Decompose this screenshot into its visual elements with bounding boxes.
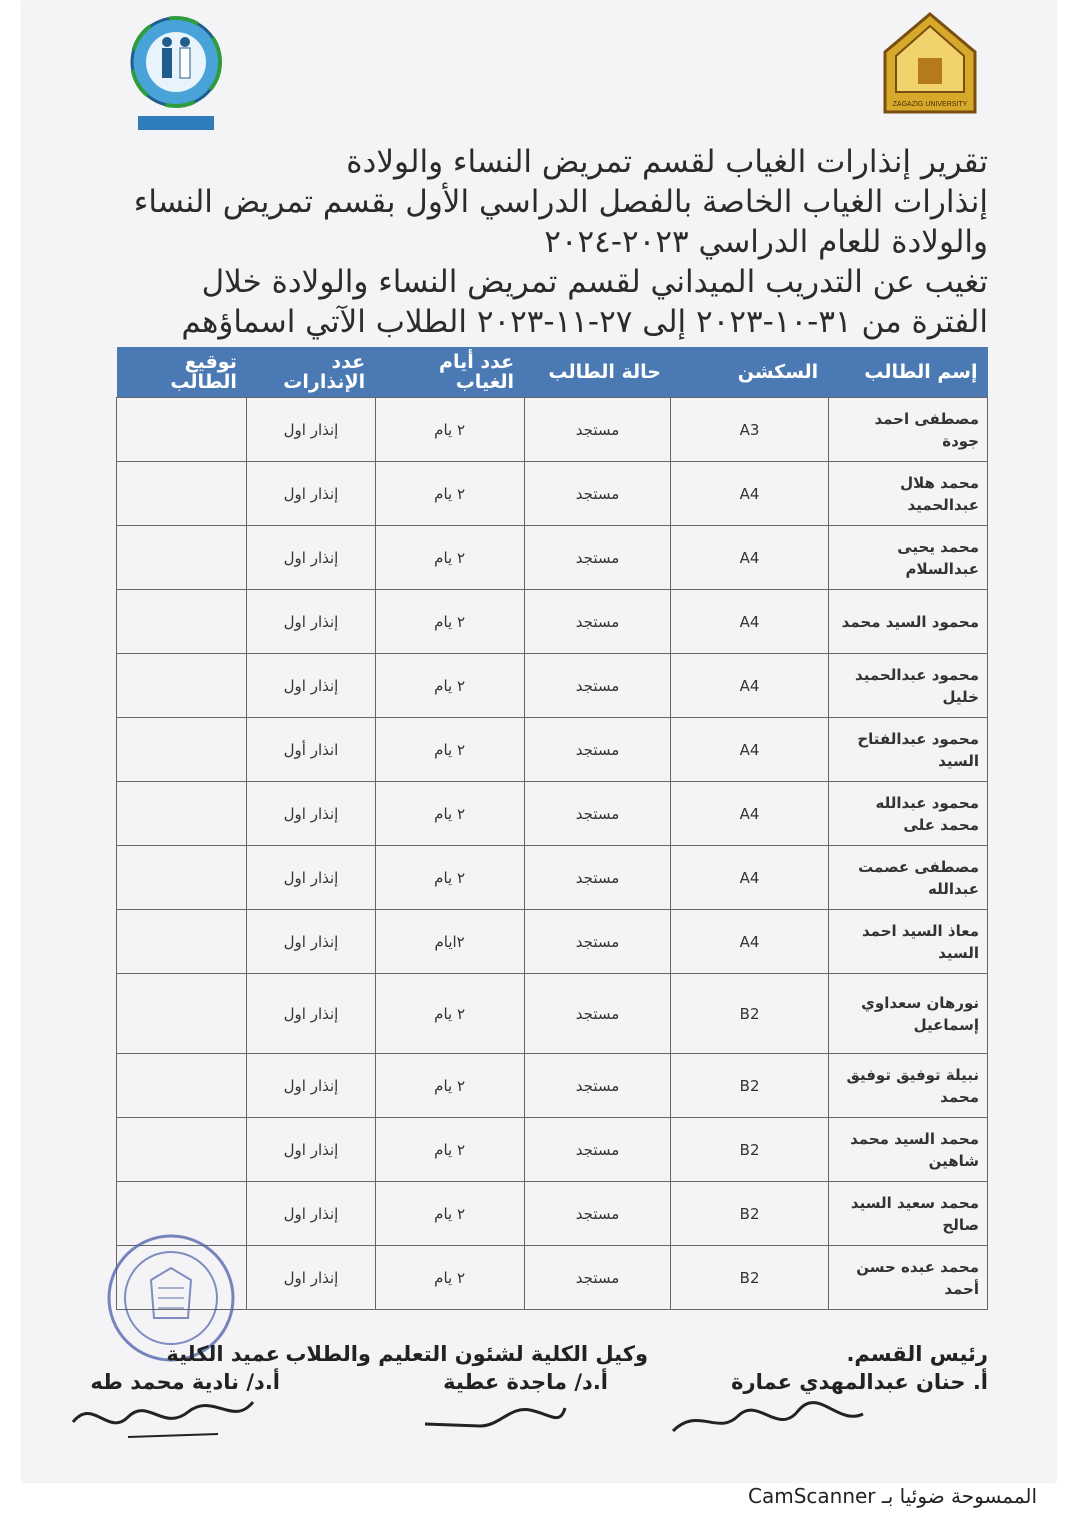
absence-days-cell: ٢ يام: [375, 1118, 524, 1182]
table-row: [117, 974, 988, 1054]
section-cell: A4: [671, 654, 828, 718]
camscanner-watermark: الممسوحة ضوئيا بـ CamScanner: [748, 1484, 1038, 1508]
student-name-cell: محمد هلال عبدالحميد: [828, 462, 987, 526]
section-cell: B2: [671, 1054, 828, 1118]
student-name-cell: محمد سعيد السيد صالح: [828, 1182, 987, 1246]
signature-cell: [117, 782, 247, 846]
status-cell: مستجد: [524, 590, 671, 654]
header-student-signature: توقيع الطالب: [117, 347, 247, 398]
signature-cell: [117, 718, 247, 782]
absence-days-cell: ٢ يام: [375, 1182, 524, 1246]
signature-cell: [117, 526, 247, 590]
section-cell: A4: [671, 846, 828, 910]
absence-days-cell: ٢ يام: [375, 1246, 524, 1310]
heading-line-4: تغيب عن التدريب الميداني لقسم تمريض النساء والولادة خلال: [201, 264, 988, 300]
absence-days-cell: ٢ يام: [375, 718, 524, 782]
status-cell: مستجد: [524, 654, 671, 718]
warning-cell: إنذار اول: [247, 590, 375, 654]
section-cell: A4: [671, 462, 828, 526]
absence-days-cell: ٢ يام: [375, 974, 524, 1054]
dean-block: [90, 1340, 280, 1396]
status-cell: مستجد: [524, 398, 671, 462]
absence-days-cell: ٢ يام: [375, 846, 524, 910]
signature-cell: [117, 654, 247, 718]
warning-cell: إنذار اول: [247, 974, 375, 1054]
table-row: [117, 1246, 988, 1310]
absence-days-cell: ٢ يام: [375, 398, 524, 462]
section-cell: A4: [671, 718, 828, 782]
dean-title: عميد الكلية: [166, 1342, 280, 1366]
table-row: [117, 590, 988, 654]
warning-cell: إنذار اول: [247, 910, 375, 974]
status-cell: مستجد: [524, 846, 671, 910]
status-cell: مستجد: [524, 526, 671, 590]
warning-cell: انذار أول: [247, 718, 375, 782]
table-row: [117, 782, 988, 846]
signature-cell: [117, 398, 247, 462]
student-name-cell: محمد السيد محمد شاهين: [828, 1118, 987, 1182]
table-row: [117, 398, 988, 462]
student-name-cell: محمود عبدالله محمد على: [828, 782, 987, 846]
section-cell: B2: [671, 1118, 828, 1182]
table-row: [117, 910, 988, 974]
header-section: السكشن: [671, 347, 828, 398]
warning-cell: إنذار اول: [247, 782, 375, 846]
student-name-cell: محمد عبده حسن أحمد: [828, 1246, 987, 1310]
section-cell: A4: [671, 782, 828, 846]
department-head-block: [731, 1340, 988, 1396]
section-cell: B2: [671, 1246, 828, 1310]
heading-line-2: إنذارات الغياب الخاصة بالفصل الدراسي الأول بقسم تمريض النساء: [133, 184, 988, 220]
student-name-cell: مصطفى عصمت عبدالله: [828, 846, 987, 910]
warning-cell: إنذار اول: [247, 1118, 375, 1182]
status-cell: مستجد: [524, 782, 671, 846]
header-absence-days: عدد أيام الغياب: [375, 347, 524, 398]
signature-cell: [117, 846, 247, 910]
student-name-cell: محمود عبدالحميد خليل: [828, 654, 987, 718]
vice-dean-signature: [420, 1396, 570, 1436]
section-cell: A4: [671, 910, 828, 974]
department-head-name: أ. حنان عبدالمهدي عمارة: [731, 1370, 988, 1394]
vice-dean-name: أ.د/ ماجدة عطية: [443, 1370, 608, 1394]
zagazig-university-logo: [880, 12, 980, 120]
department-head-title: رئيس القسم.: [846, 1342, 988, 1366]
header-student-status: حالة الطالب: [524, 347, 671, 398]
absence-table: [116, 347, 988, 1310]
absence-days-cell: ٢ يام: [375, 654, 524, 718]
table-row: [117, 1054, 988, 1118]
student-name-cell: معاذ السيد احمد السيد: [828, 910, 987, 974]
table-header-row: [117, 347, 988, 398]
table-row: [117, 1118, 988, 1182]
absence-days-cell: ٢ يام: [375, 590, 524, 654]
section-cell: A3: [671, 398, 828, 462]
student-name-cell: نبيلة توفيق توفيق محمد: [828, 1054, 987, 1118]
table-row: [117, 1182, 988, 1246]
section-cell: A4: [671, 590, 828, 654]
signature-cell: [117, 462, 247, 526]
heading-line-1: تقرير إنذارات الغياب لقسم تمريض النساء والولادة: [346, 144, 988, 180]
header-student-name: إسم الطالب: [828, 347, 987, 398]
signature-cell: [117, 974, 247, 1054]
student-name-cell: محمود السيد محمد: [828, 590, 987, 654]
heading-line-3: والولادة للعام الدراسي ٢٠٢٣-٢٠٢٤: [544, 224, 988, 260]
table-row: [117, 462, 988, 526]
warning-cell: إنذار اول: [247, 398, 375, 462]
absence-days-cell: ٢ يام: [375, 782, 524, 846]
status-cell: مستجد: [524, 1246, 671, 1310]
signature-cell: [117, 910, 247, 974]
signature-cell: [117, 1054, 247, 1118]
absence-days-cell: ٢ايام: [375, 910, 524, 974]
header-warnings-count: عدد الإنذارات: [247, 347, 375, 398]
student-name-cell: مصطفى احمد جودة: [828, 398, 987, 462]
status-cell: مستجد: [524, 1182, 671, 1246]
dean-name: أ.د/ نادية محمد طه: [90, 1370, 280, 1394]
status-cell: مستجد: [524, 718, 671, 782]
warning-cell: إنذار اول: [247, 462, 375, 526]
table-row: [117, 846, 988, 910]
report-heading: [108, 142, 988, 342]
table-row: [117, 718, 988, 782]
section-cell: B2: [671, 1182, 828, 1246]
section-cell: B2: [671, 974, 828, 1054]
status-cell: مستجد: [524, 1054, 671, 1118]
logo-caption: ZAGAZIG UNIVERSITY: [892, 101, 968, 108]
department-head-signature: [668, 1396, 868, 1446]
warning-cell: إنذار اول: [247, 1182, 375, 1246]
student-name-cell: محمد يحيى عبدالسلام: [828, 526, 987, 590]
nursing-faculty-logo: [128, 8, 224, 136]
dean-signature: [68, 1392, 258, 1442]
student-name-cell: محمود عبدالفتاح السيد: [828, 718, 987, 782]
warning-cell: إنذار اول: [247, 846, 375, 910]
warning-cell: إنذار اول: [247, 654, 375, 718]
warning-cell: إنذار اول: [247, 1246, 375, 1310]
warning-cell: إنذار اول: [247, 1054, 375, 1118]
absence-days-cell: ٢ يام: [375, 462, 524, 526]
signature-cell: [117, 1118, 247, 1182]
status-cell: مستجد: [524, 462, 671, 526]
student-name-cell: نورهان سعداوي إسماعيل: [828, 974, 987, 1054]
table-row: [117, 654, 988, 718]
vice-dean-block: [285, 1340, 648, 1396]
table-row: [117, 526, 988, 590]
warning-cell: إنذار اول: [247, 526, 375, 590]
signature-cell: [117, 590, 247, 654]
heading-line-5: الفترة من ٣١-١٠-٢٠٢٣ إلى ٢٧-١١-٢٠٢٣ الطلاب الآتي اسماؤهم: [181, 304, 988, 340]
absence-days-cell: ٢ يام: [375, 526, 524, 590]
status-cell: مستجد: [524, 974, 671, 1054]
absence-days-cell: ٢ يام: [375, 1054, 524, 1118]
status-cell: مستجد: [524, 910, 671, 974]
section-cell: A4: [671, 526, 828, 590]
status-cell: مستجد: [524, 1118, 671, 1182]
vice-dean-title: وكيل الكلية لشئون التعليم والطلاب: [285, 1342, 648, 1366]
